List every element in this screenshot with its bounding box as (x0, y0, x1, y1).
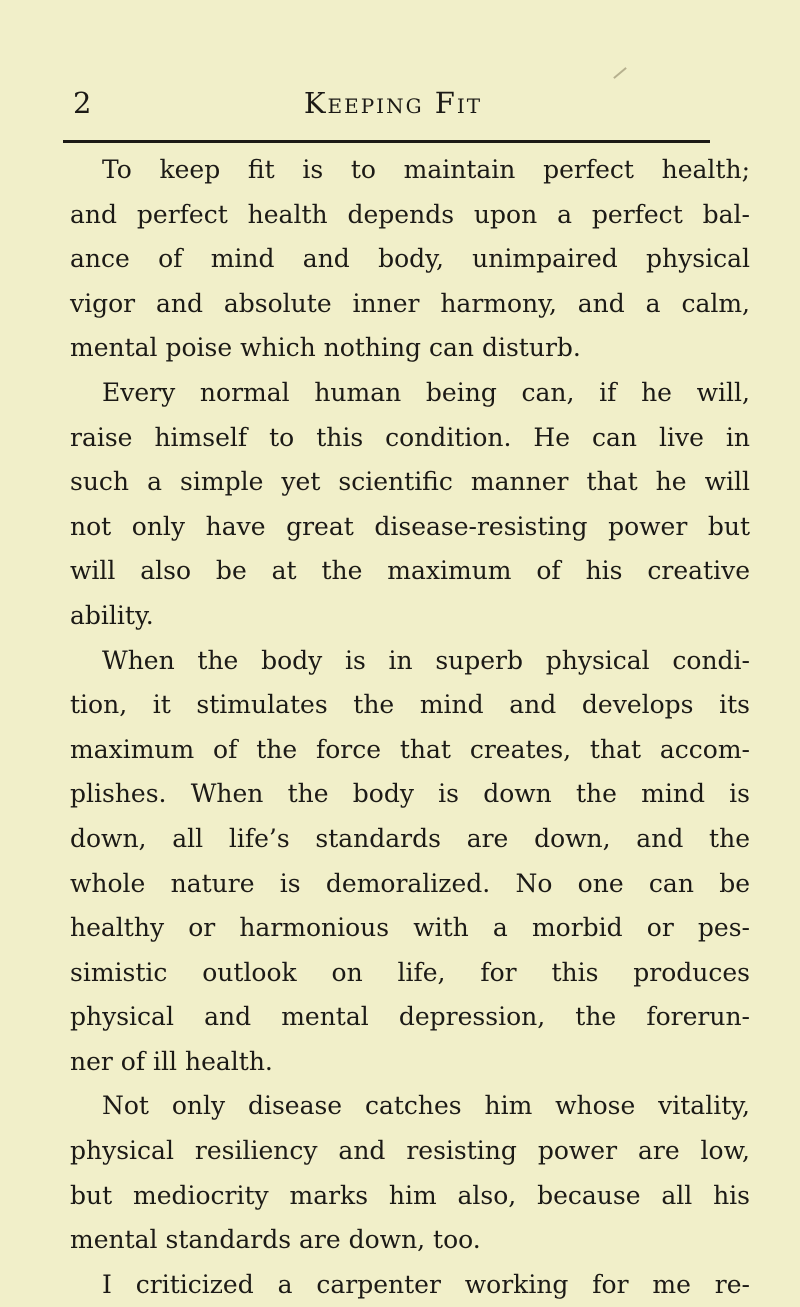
text-line: vigor and absolute inner harmony, and a calm, (70, 288, 750, 318)
text-line: ance of mind and body, unimpaired physical (70, 244, 750, 274)
text-line: raise himself to this condition. He can live in (70, 422, 750, 452)
stray-mark (613, 67, 627, 79)
text-line: Every normal human being can, if he will, (102, 377, 750, 407)
text-line: Not only disease catches him whose vitality, (102, 1091, 750, 1121)
text-line: ability. (70, 600, 154, 630)
text-line: simistic outlook on life, for this produces (70, 957, 750, 987)
text-line: such a simple yet scientific manner that he will (70, 467, 750, 497)
running-title: Keeping Fit (303, 86, 483, 120)
text-line: tion, it stimulates the mind and develops its (70, 690, 750, 720)
text-line: healthy or harmonious with a morbid or pes- (70, 913, 750, 943)
text-line: To keep fit is to maintain perfect health; (102, 155, 750, 184)
text-line: physical and mental depression, the forerun- (70, 1002, 750, 1032)
text-line: whole nature is demoralized. No one can be (70, 868, 750, 898)
text-line: mental poise which nothing can disturb. (70, 333, 581, 363)
header-rule (63, 140, 710, 143)
page-header (63, 86, 723, 130)
text-line: physical resiliency and resisting power are low, (70, 1136, 750, 1166)
body-text (70, 148, 750, 1307)
page-number: 2 (73, 86, 93, 120)
text-line: and perfect health depends upon a perfect bal- (70, 199, 750, 229)
text-line: plishes. When the body is down the mind is (70, 779, 750, 809)
text-line: mental standards are down, too. (70, 1225, 481, 1255)
text-line: but mediocrity marks him also, because all his (70, 1180, 750, 1210)
text-line: not only have great disease-resisting power but (70, 511, 750, 541)
text-line: ner of ill health. (70, 1046, 273, 1076)
text-line: maximum of the force that creates, that accom- (70, 734, 750, 764)
text-line: When the body is in superb physical condi- (102, 645, 750, 675)
text-line: down, all life’s standards are down, and the (70, 823, 750, 853)
text-line: will also be at the maximum of his creative (70, 556, 750, 586)
text-line: I criticized a carpenter working for me re- (102, 1269, 750, 1299)
